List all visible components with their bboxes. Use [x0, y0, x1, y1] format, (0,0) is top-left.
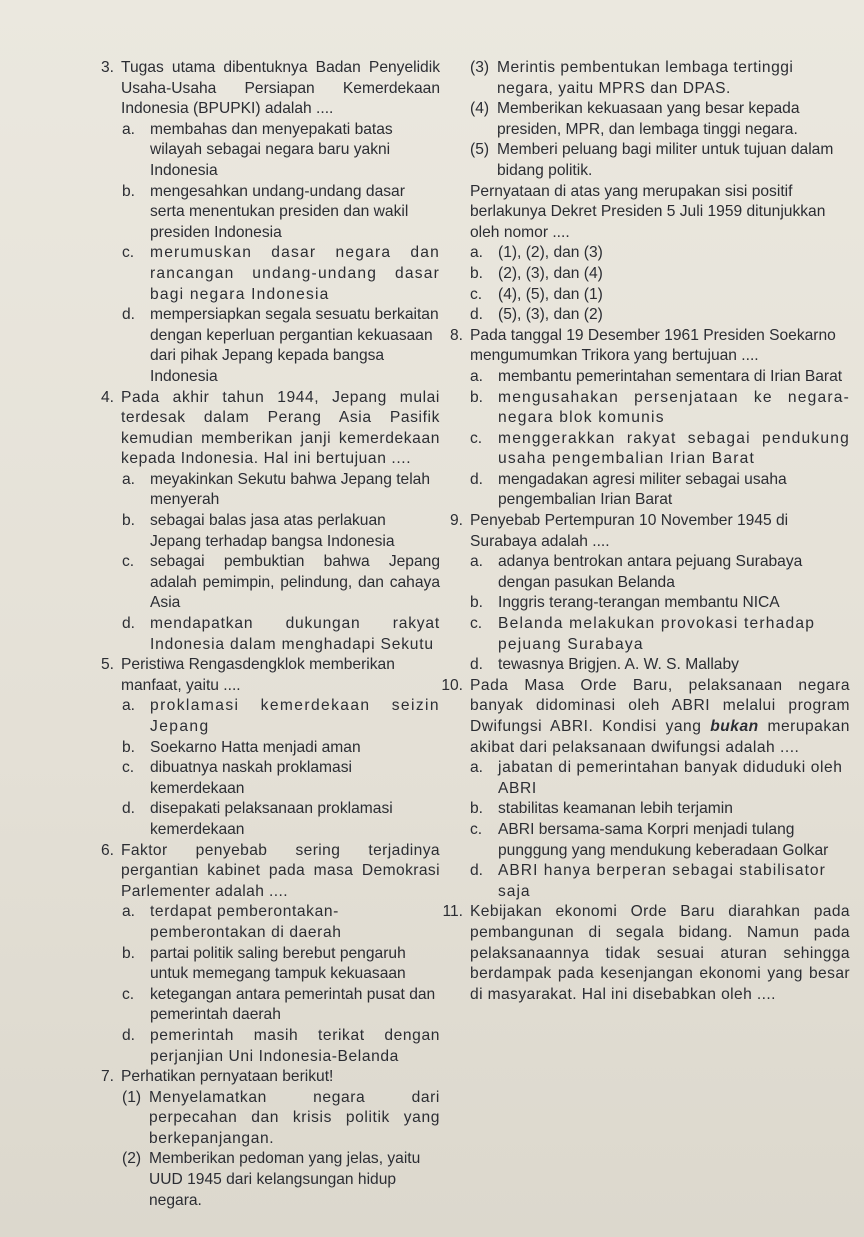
option-a: a. (1), (2), dan (3)	[470, 244, 603, 262]
question-number: 5.	[100, 656, 114, 674]
option-c: c. Belanda melakukan provokasi terhadap pejuang Surabaya	[470, 615, 816, 653]
question-text: Tugas utama dibentuknya Badan Penyelidik Usaha-Usaha Persiapan Kemerdekaan Indonesia (BPUPKI) adalah ....	[121, 59, 440, 118]
question-number: 11.	[442, 903, 463, 921]
question-10	[434, 676, 850, 903]
question-8	[434, 326, 850, 511]
left-column	[20, 58, 440, 1211]
question-text: Kebijakan ekonomi Orde Baru diarahkan pada pembangunan di segala bidang. Namun pada pelaksanaannya tidak sesuai aturan sehingga berdampak pada kesenjangan ekonomi yang besar di masyarakat. Hal ini disebabkan oleh ....	[470, 903, 850, 1003]
question-text: Pada tanggal 19 Desember 1961 Presiden Soekarno mengumumkan Trikora yang bertujuan ....	[470, 326, 836, 365]
statement-2: (2) Memberikan pedoman yang jelas, yaitu UUD 1945 dari kelangsungan hidup negara.	[122, 1150, 421, 1209]
option-b: b. sebagai balas jasa atas perlakuan Jepang terhadap bangsa Indonesia	[122, 512, 395, 550]
statement-5: (5) Memberi peluang bagi militer untuk tujuan dalam bidang politik.	[470, 141, 834, 179]
option-d: d. mempersiapkan segala sesuatu berkaitan dengan keperluan pergantian kekuasaan dari pihak Jepang kepada bangsa Indonesia	[122, 306, 439, 385]
option-a: a. meyakinkan Sekutu bahwa Jepang telah menyerah	[122, 470, 431, 509]
question-text: Penyebab Pertempuran 10 November 1945 di Surabaya adalah ....	[470, 512, 789, 550]
statement-4: (4) Memberikan kekuasaan yang besar kepada presiden, MPR, dan lembaga tinggi negara.	[470, 100, 800, 138]
option-c: c. sebagai pembuktian bahwa Jepang adalah pemimpin, pelindung, dan cahaya Asia	[122, 553, 440, 612]
option-b: b. stabilitas keamanan lebih terjamin	[470, 800, 733, 818]
question-9	[434, 511, 850, 676]
question-number: 9.	[449, 512, 463, 530]
option-a: a. proklamasi kemerdekaan seizin Jepang	[122, 697, 440, 735]
question-3	[20, 58, 440, 388]
option-c: c. (4), (5), dan (1)	[470, 285, 603, 303]
question-number: 7.	[100, 1068, 114, 1086]
question-4	[20, 388, 440, 656]
option-d: d. (5), (3), dan (2)	[470, 306, 603, 324]
option-a: a. membahas dan menyepakati batas wilayah sebagai negara baru yakni Indonesia	[122, 120, 393, 179]
option-d: d. mendapatkan dukungan rakyat Indonesia dalam menghadapi Sekutu	[122, 615, 440, 653]
option-b: b. Inggris terang-terangan membantu NICA	[470, 594, 780, 612]
right-column	[441, 58, 850, 1005]
question-text: Pada akhir tahun 1944, Jepang mulai terdesak dalam Perang Asia Pasifik kemudian memberikan janji kemerdekaan kepada Indonesia. Hal ini bertujuan ....	[121, 388, 440, 468]
option-a: a. terdapat pemberontakan-pemberontakan di daerah	[122, 903, 342, 941]
statement-1: (1) Menyelamatkan negara dari perpecahan dan krisis politik yang berkepanjangan.	[122, 1088, 440, 1147]
emphasis-word: bukan	[710, 718, 759, 735]
question-7-prompt: Pernyataan di atas yang merupakan sisi positif berlakunya Dekret Presiden 5 Juli 1959 ditunjukkan oleh nomor ....	[470, 182, 826, 241]
option-b: b. mengesahkan undang-undang dasar serta menentukan presiden dan wakil presiden Indonesia	[122, 182, 409, 241]
question-7-continued	[434, 58, 850, 326]
option-b: b. (2), (3), dan (4)	[470, 264, 603, 282]
question-text: Pada Masa Orde Baru, pelaksanaan negara banyak didominasi oleh ABRI melalui program Dwifungsi ABRI. Kondisi yang bukan merupakan akibat dari pelaksanaan dwifungsi adalah ....	[470, 676, 850, 756]
question-number: 4.	[100, 388, 114, 406]
option-b: b. Soekarno Hatta menjadi aman	[122, 738, 361, 756]
option-c: c. ketegangan antara pemerintah pusat dan pemerintah daerah	[122, 985, 436, 1024]
question-number: 6.	[100, 841, 114, 859]
option-d: d. mengadakan agresi militer sebagai usaha pengembalian Irian Barat	[470, 470, 787, 509]
option-d: d. ABRI hanya berperan sebagai stabilisator saja	[470, 862, 826, 900]
statement-3: (3) Merintis pembentukan lembaga tertinggi negara, yaitu MPRS dan DPAS.	[470, 59, 794, 97]
option-c: c. dibuatnya naskah proklamasi kemerdekaan	[122, 759, 352, 797]
option-a: a. membantu pemerintahan sementara di Irian Barat	[470, 367, 843, 385]
option-d: d. tewasnya Brigjen. A. W. S. Mallaby	[470, 656, 739, 674]
option-c: c. ABRI bersama-sama Korpri menjadi tulang punggung yang mendukung keberadaan Golkar	[470, 820, 829, 859]
question-number: 8.	[449, 326, 463, 344]
question-11	[434, 902, 850, 1005]
option-a: a. jabatan di pemerintahan banyak diduduki oleh ABRI	[470, 759, 843, 797]
question-7	[20, 1067, 440, 1211]
question-text: Faktor penyebab sering terjadinya pergantian kabinet pada masa Demokrasi Parlementer adalah ....	[121, 841, 440, 900]
question-text: Perhatikan pernyataan berikut!	[121, 1068, 334, 1086]
option-d: d. pemerintah masih terikat dengan perjanjian Uni Indonesia-Belanda	[122, 1026, 440, 1065]
option-b: b. mengusahakan persenjataan ke negara-negara blok komunis	[470, 388, 850, 427]
option-c: c. menggerakkan rakyat sebagai pendukung usaha pengembalian Irian Barat	[470, 429, 850, 468]
question-text: Peristiwa Rengasdengklok memberikan manfaat, yaitu ....	[121, 656, 395, 694]
question-number: 3.	[100, 59, 114, 76]
option-d: d. disepakati pelaksanaan proklamasi kemerdekaan	[122, 800, 393, 838]
option-b: b. partai politik saling berebut pengaruh untuk memegang tampuk kekuasaan	[122, 944, 406, 983]
question-5	[20, 655, 440, 840]
option-c: c. merumuskan dasar negara dan rancangan undang-undang dasar bagi negara Indonesia	[122, 244, 440, 303]
question-6	[20, 841, 440, 1068]
question-number: 10.	[441, 676, 463, 694]
option-a: a. adanya bentrokan antara pejuang Surabaya dengan pasukan Belanda	[470, 553, 803, 591]
